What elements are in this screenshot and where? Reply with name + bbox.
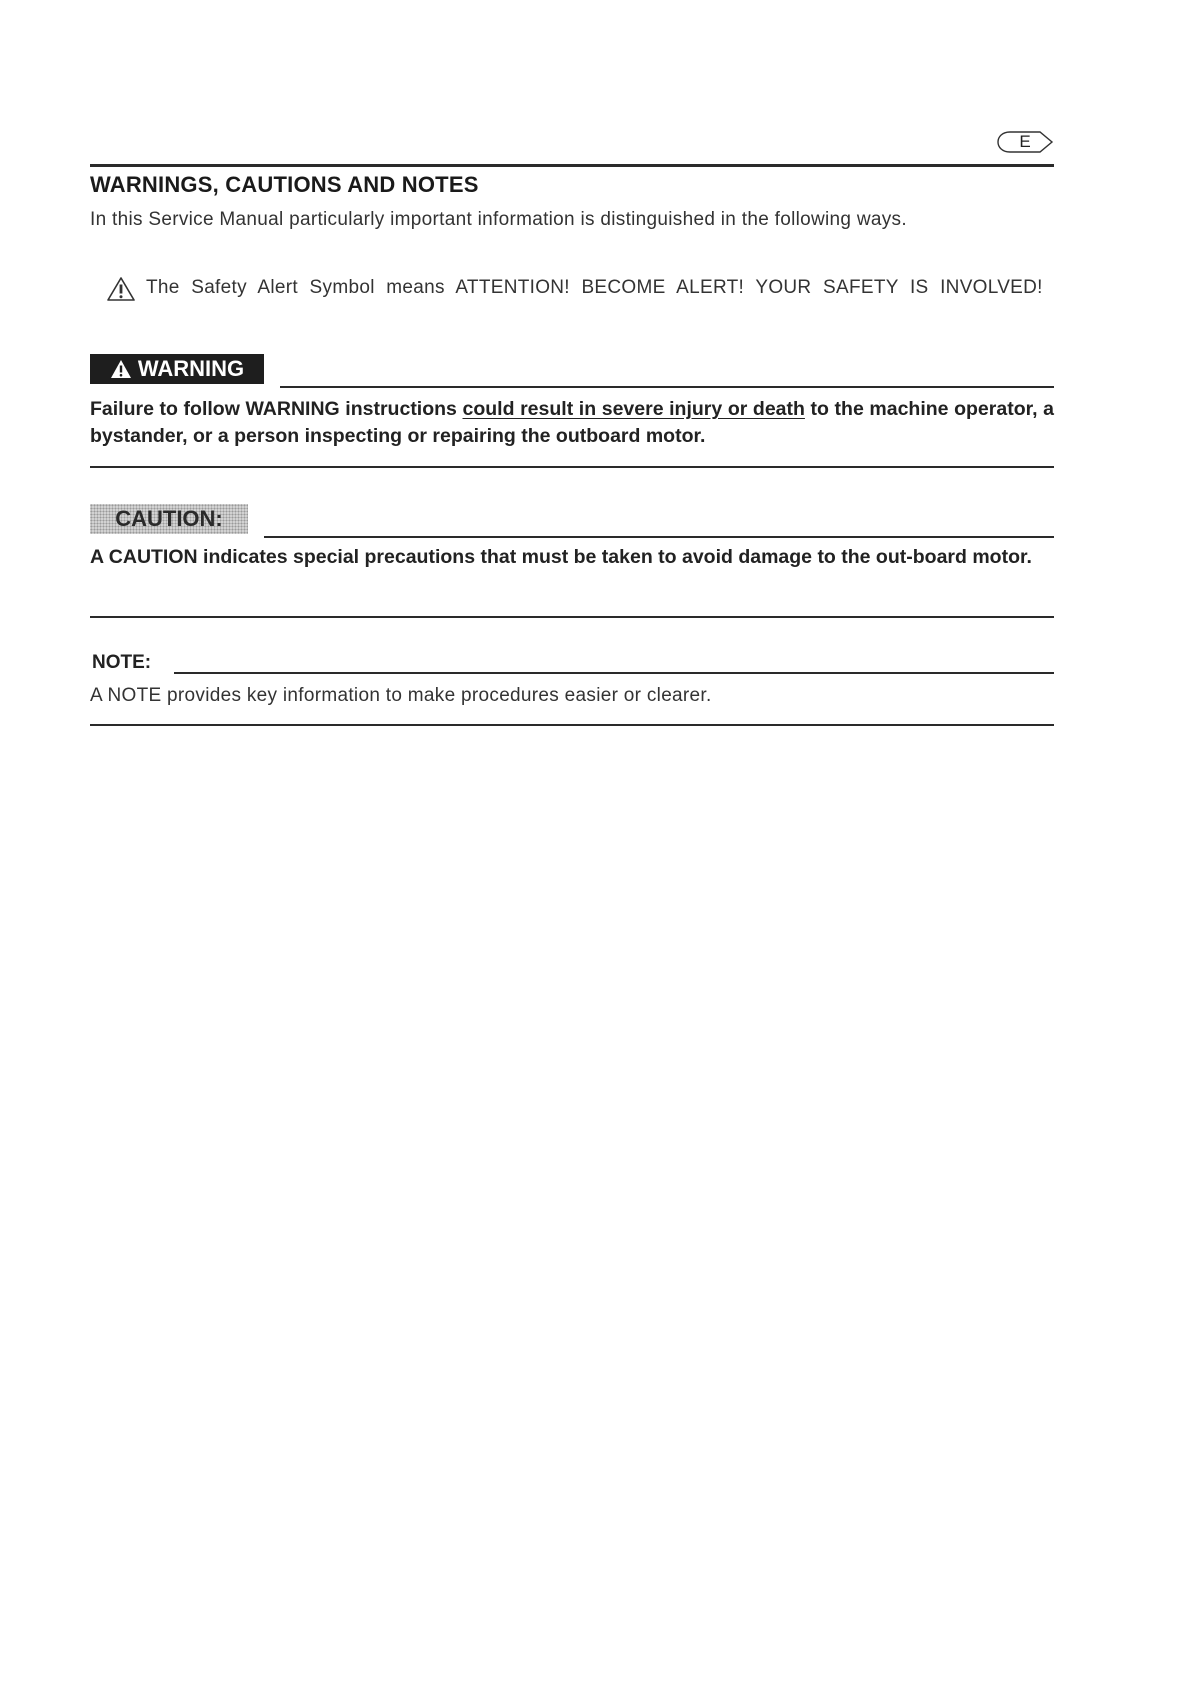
warning-label-text: WARNING <box>137 356 245 381</box>
caution-header-rule <box>264 536 1054 538</box>
warning-label <box>90 354 264 384</box>
caution-label <box>90 504 248 534</box>
safety-alert-triangle-icon <box>106 276 136 302</box>
warning-text-end: to the machine operator, a bystander, or a person inspecting or repairing the outboard motor. <box>90 398 1054 447</box>
note-header-rule <box>174 672 1054 674</box>
warning-text-start: Failure to follow WARNING instructions <box>90 398 463 420</box>
intro-paragraph: In this Service Manual particularly important information is distinguished in the following ways. <box>90 209 907 230</box>
warning-end-rule <box>90 466 1054 468</box>
page-title: WARNINGS, CAUTIONS AND NOTES <box>90 172 479 197</box>
caution-end-rule <box>90 616 1054 618</box>
top-rule <box>90 164 1054 167</box>
note-text: A NOTE provides key information to make procedures easier or clearer. <box>90 685 712 706</box>
note-end-rule <box>90 724 1054 726</box>
caution-label-text: CAUTION: <box>115 506 223 531</box>
warning-triangle-icon <box>110 359 132 379</box>
warning-text-underlined: could result in severe injury or death <box>462 398 805 420</box>
caution-text: A CAUTION indicates special precautions that must be taken to avoid damage to the out-board motor. <box>90 546 1032 568</box>
language-badge <box>996 130 1054 154</box>
warning-text <box>90 396 1054 450</box>
warning-header-rule <box>280 386 1054 388</box>
safety-alert-text: The Safety Alert Symbol means ATTENTION! BECOME ALERT! YOUR SAFETY IS INVOLVED! <box>146 277 1043 298</box>
language-badge-letter: E <box>1019 132 1031 151</box>
note-label: NOTE: <box>92 652 152 673</box>
